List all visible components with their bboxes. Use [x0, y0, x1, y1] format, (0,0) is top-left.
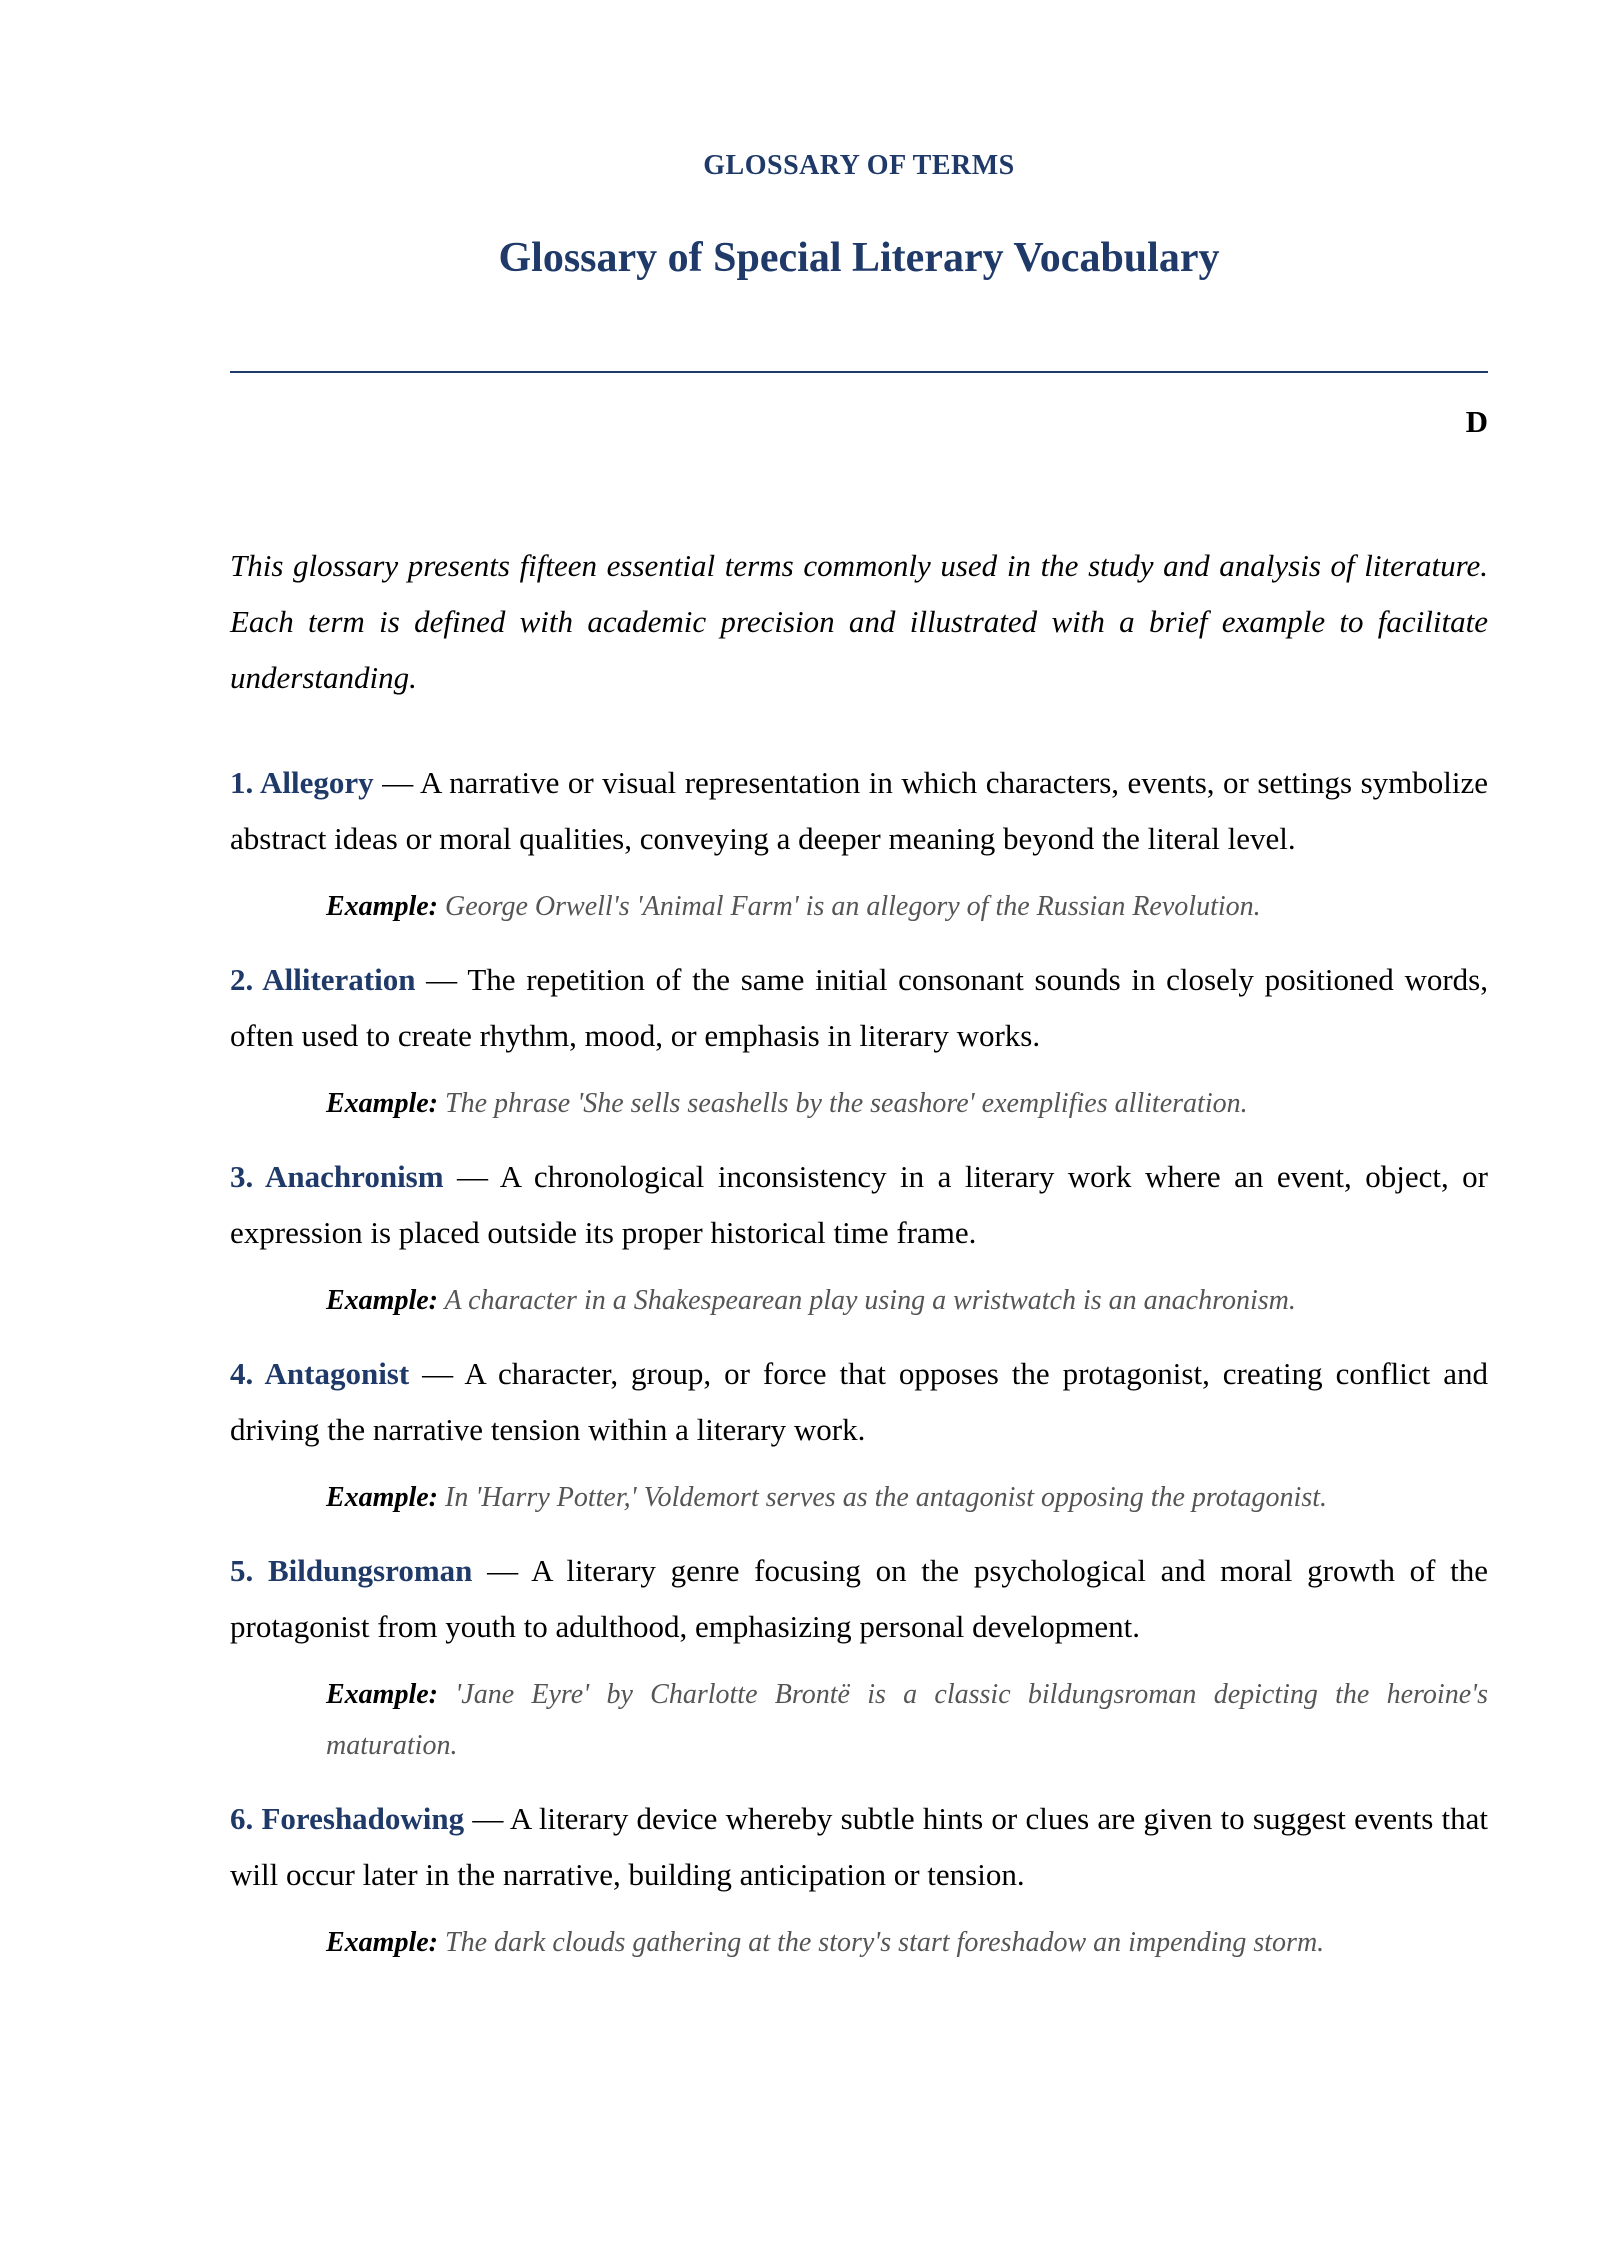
entry-example — [326, 1275, 1488, 1326]
entry-number: 4. — [230, 1356, 254, 1391]
example-label: Example: — [326, 1482, 438, 1513]
example-label: Example: — [326, 1285, 438, 1316]
glossary-entry — [230, 1149, 1488, 1326]
example-text: George Orwell's 'Animal Farm' is an allegory of the Russian Revolution. — [445, 891, 1261, 922]
glossary-entry — [230, 1791, 1488, 1968]
entry-separator: — — [415, 962, 468, 997]
entry-term — [230, 1801, 464, 1836]
entry-example — [326, 881, 1488, 932]
example-label: Example: — [326, 1927, 438, 1958]
example-text: The phrase 'She sells seashells by the seashore' exemplifies alliteration. — [445, 1088, 1248, 1119]
entry-term-word: Bildungsroman — [267, 1553, 473, 1588]
entry-example — [326, 1078, 1488, 1129]
entry-term-word: Antagonist — [264, 1356, 410, 1391]
entry-term — [230, 962, 415, 997]
entry-definition — [230, 1149, 1488, 1261]
entry-separator: — — [464, 1801, 510, 1836]
glossary-entry — [230, 952, 1488, 1129]
running-head: GLOSSARY OF TERMS — [703, 150, 1015, 181]
glossary-entry — [230, 755, 1488, 932]
glossary-entry — [230, 1346, 1488, 1523]
entry-term — [230, 765, 374, 800]
entry-example — [326, 1669, 1488, 1771]
header-rule — [230, 371, 1488, 373]
entry-term-word: Allegory — [260, 765, 374, 800]
entry-definition — [230, 952, 1488, 1064]
entry-separator: — — [373, 765, 420, 800]
example-label: Example: — [326, 1088, 438, 1119]
entry-term-word: Foreshadowing — [261, 1801, 465, 1836]
entry-definition — [230, 1791, 1488, 1903]
entry-separator: — — [409, 1356, 465, 1391]
entry-definition-text: A character, group, or force that opposes the protagonist, creating conflict and driving the narrative tension within a literary work. — [230, 1356, 1488, 1447]
entry-example — [326, 1917, 1488, 1968]
entry-definition-text: A chronological inconsistency in a literary work where an event, object, or expression is placed outside its proper historical time frame. — [230, 1159, 1488, 1250]
intro-paragraph: This glossary presents fifteen essential terms commonly used in the study and analysis of literature. Each term is defined with academic precision and illustrated with a brief example to facilitate understanding. — [230, 548, 1488, 695]
entry-number: 6. — [230, 1801, 254, 1836]
entry-definition — [230, 1543, 1488, 1655]
entry-number: 1. — [230, 765, 254, 800]
entry-number: 2. — [230, 962, 254, 997]
section-letter: D — [1465, 404, 1488, 439]
entry-definition — [230, 1346, 1488, 1458]
entry-separator: — — [472, 1553, 532, 1588]
entry-definition-text: A literary device whereby subtle hints or clues are given to suggest events that will occur later in the narrative, building anticipation or tension. — [230, 1801, 1489, 1892]
entry-term-word: Anachronism — [265, 1159, 444, 1194]
example-text: 'Jane Eyre' by Charlotte Brontë is a classic bildungsroman depicting the heroine's maturation. — [326, 1679, 1489, 1761]
example-label: Example: — [326, 1679, 438, 1710]
entry-separator: — — [443, 1159, 500, 1194]
glossary-entries — [230, 755, 1488, 1988]
example-text: In 'Harry Potter,' Voldemort serves as the antagonist opposing the protagonist. — [445, 1482, 1328, 1513]
example-text: The dark clouds gathering at the story's start foreshadow an impending storm. — [445, 1927, 1325, 1958]
entry-example — [326, 1472, 1488, 1523]
example-label: Example: — [326, 891, 438, 922]
entry-number: 3. — [230, 1159, 254, 1194]
entry-term-word: Alliteration — [262, 962, 416, 997]
entry-definition-text: A literary genre focusing on the psychological and moral growth of the protagonist from youth to adulthood, emphasizing personal development. — [230, 1553, 1489, 1644]
entry-term — [230, 1356, 409, 1391]
entry-term — [230, 1159, 444, 1194]
example-text: A character in a Shakespearean play using a wristwatch is an anachronism. — [444, 1285, 1296, 1316]
entry-term — [230, 1553, 472, 1588]
entry-definition-text: A narrative or visual representation in which characters, events, or settings symbolize abstract ideas or moral qualities, conveying a deeper meaning beyond the literal level. — [230, 765, 1488, 856]
entry-number: 5. — [230, 1553, 254, 1588]
glossary-entry — [230, 1543, 1488, 1771]
entry-definition — [230, 755, 1488, 867]
entry-definition-text: The repetition of the same initial consonant sounds in closely positioned words, often used to create rhythm, mood, or emphasis in literary works. — [230, 962, 1488, 1053]
page-title: Glossary of Special Literary Vocabulary — [498, 235, 1220, 281]
